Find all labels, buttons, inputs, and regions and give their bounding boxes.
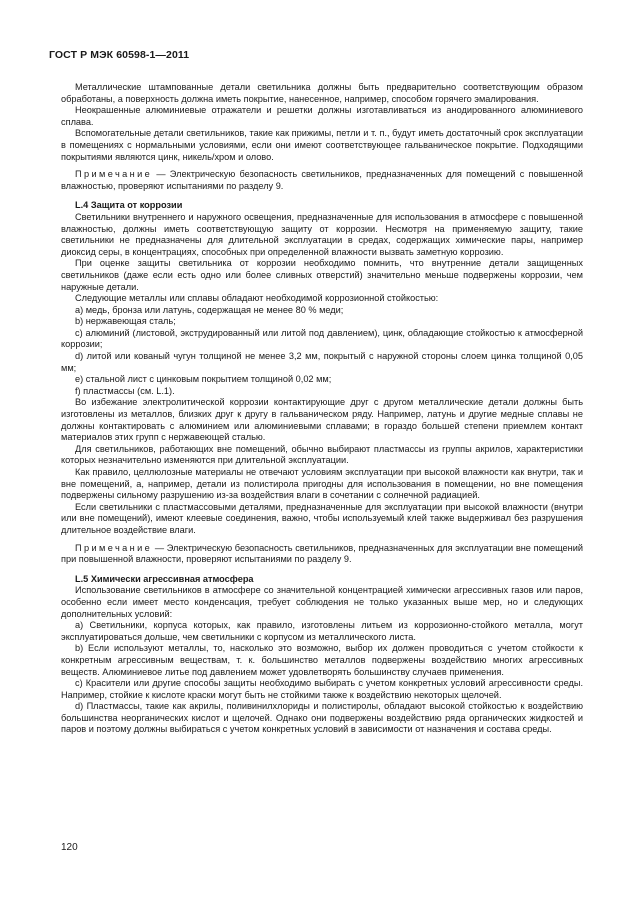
list-item: b) Если используют металлы, то, насколько это возможно, выбор их должен проводиться с учетом стойкости к конкретным агрессивным веществам, т. к. большинство металлов подвержены воздействию многих агрессивных веществ. Алюминиевое литье под давлением может удовлетворять большинству случаев применения. [61, 643, 583, 677]
section-heading: L.4 Защита от коррозии [75, 200, 183, 211]
section-heading: L.5 Химически агрессивная атмосфера [75, 573, 254, 584]
list-item: a) Светильники, корпуса которых, как правило, изготовлены литьем из коррозионно-стойкого металла, могут эксплуатироваться дольше, чем светильники с корпусом из металлического листа. [61, 620, 583, 642]
list-item: a) медь, бронза или латунь, содержащая не менее 80 % меди; [75, 304, 344, 315]
document-body [61, 82, 583, 736]
paragraph: Как правило, целлюлозные материалы не отвечают условиям эксплуатации при высокой влажности как внутри, так и вне помещений, а, например, детали из полистирола пригодны для использования в помещении, но вне помещения подвержены сильному разрушению из-за воздействия влаги в сочетании с солнечной радиацией. [61, 467, 583, 501]
paragraph: Светильники внутреннего и наружного освещения, предназначенные для использования в атмосфере с повышенной влажностью, должны иметь соответствующую защиту от коррозии. Несмотря на применяемую защиту, такие светильники не предназначены для длительной эксплуатации в средах, содержащих химические пары, например диоксид серы, в концентрациях, способных при определенной влажности вызвать заметную коррозию. [61, 211, 583, 257]
paragraph: При оценке защиты светильника от коррозии необходимо помнить, что внутренние детали защищенных светильников (даже если есть одно или более сливных отверстий) значительно меньше подвержены коррозии, чем наружные детали. [61, 258, 583, 292]
note-label: Примечание [75, 169, 153, 180]
paragraph: Следующие металлы или сплавы обладают необходимой коррозионной стойкостью: [75, 293, 439, 304]
paragraph: Использование светильников в атмосфере со значительной концентрацией химически агрессивных газов или паров, особенно если имеет место конденсация, требует соблюдения не только указанных выше мер, но и следующих дополнительных условий: [61, 585, 583, 619]
paragraph: Вспомогательные детали светильников, такие как прижимы, петли и т. п., будут иметь достаточный срок эксплуатации в помещениях с нормальными условиями, если они имеют соответствующее гальваническое покрытие. Подходящими покрытиями являются цинк, никель/хром и олово. [61, 128, 583, 162]
list-item: d) литой или кованый чугун толщиной не менее 3,2 мм, покрытый с наружной стороны слоем цинка толщиной 0,05 мм; [61, 351, 583, 373]
note [61, 169, 583, 192]
note-label: Примечание [75, 542, 153, 553]
list-item: c) Красители или другие способы защиты необходимо выбирать с учетом конкретных условий агрессивности среды. Например, стойкие к кислоте краски могут быть не стойкими также к воздействию некоторых щелочей. [61, 678, 583, 700]
paragraph: Если светильники с пластмассовыми деталями, предназначенные для эксплуатации при высокой влажности (внутри или вне помещений), имеют клеевые соединения, важно, чтобы используемый клей также выдерживал без разрушения длительное воздействие влаги. [61, 501, 583, 535]
list-item: b) нержавеющая сталь; [75, 316, 176, 327]
list-item: d) Пластмассы, такие как акрилы, поливинилхлориды и полистиролы, обладают высокой стойкостью к воздействию большинства неорганических кислот и щелочей. Однако они подвержены воздействию ряда органических жидкостей и паров и поэтому должны выбираться с учетом конкретных условий в зависимости от назначения и состава среды. [61, 701, 583, 735]
note-text: — Электрическую безопасность светильников, предназначенных для помещений с повышенной влажностью, проверяют испытаниями по разделу 9. [61, 169, 583, 191]
paragraph: Для светильников, работающих вне помещений, обычно выбирают пластмассы из группы акрилов, характеристики которых незначительно изменяются при длительной эксплуатации. [61, 443, 583, 466]
note-text: — Электрическую безопасность светильников, предназначенных для эксплуатации вне помещений при повышенной влажности, проверяют испытаниями по разделу 9. [61, 542, 583, 565]
paragraph: Неокрашенные алюминиевые отражатели и решетки должны изготавливаться из анодированного алюминиевого сплава. [61, 105, 583, 127]
list-item: c) алюминий (листовой, экструдированный или литой под давлением), цинк, обладающие стойкостью к атмосферной коррозии; [61, 327, 583, 350]
note [61, 543, 583, 566]
paragraph: Металлические штампованные детали светильника должны быть предварительно соответствующим образом обработаны, а поверхность должна иметь покрытие, нанесенное, например, способом горячего эмалирования. [61, 82, 583, 104]
standard-header: ГОСТ Р МЭК 60598-1—2011 [49, 49, 190, 61]
paragraph: Во избежание электролитической коррозии контактирующие друг с другом металлические детали должны быть изготовлены из металлов, близких друг к другу в гальваническом ряду. Например, латунь и другие медные сплавы не должны контактировать с алюминием или алюминиевыми сплавами; в гораздо большей степени приемлем контакт материалов этих групп с нержавеющей сталью. [61, 397, 583, 443]
list-item: f) пластмассы (см. L.1). [75, 385, 175, 396]
page-number: 120 [61, 842, 78, 853]
list-item: e) стальной лист с цинковым покрытием толщиной 0,02 мм; [75, 374, 332, 385]
